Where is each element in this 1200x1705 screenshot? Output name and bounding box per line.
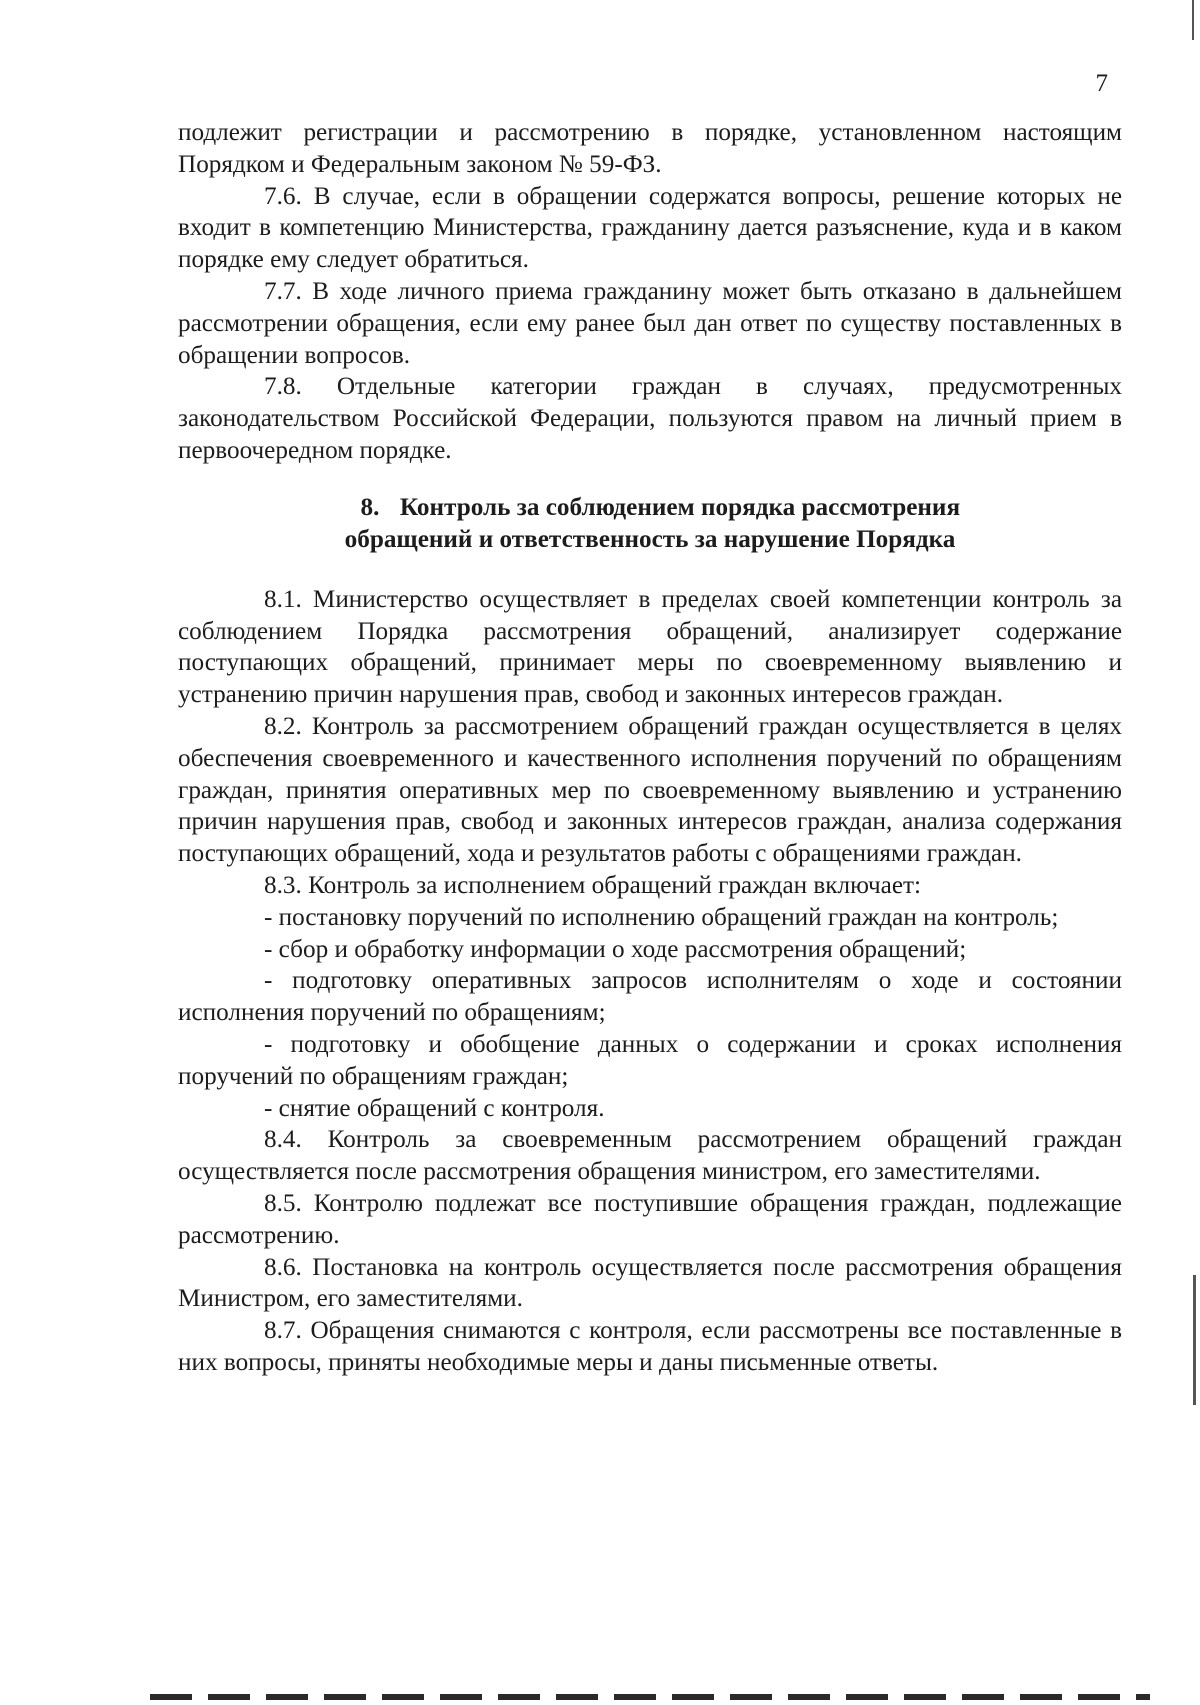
scan-edge-mark-middle (1193, 1275, 1196, 1405)
section-title-line-2: обращений и ответственность за нарушение Порядка (344, 525, 956, 553)
paragraph-8-3: 8.3. Контроль за исполнением обращений граждан включает: (264, 871, 922, 899)
section-heading (178, 492, 1122, 556)
section-number: 8. (360, 493, 380, 521)
paragraph-7-8: 7.8. Отдельные категории граждан в случаях, предусмотренных законодательством Российской Федерации, пользуются правом на личный прием в первоочередном порядке. (178, 373, 1122, 464)
scan-edge-mark-top (1192, 0, 1194, 40)
paragraph-8-7: 8.7. Обращения снимаются с контроля, если рассмотрены все поставленные в них вопросы, приняты необходимые меры и даны письменные ответы. (178, 1317, 1122, 1376)
list-item-8-3-e: - снятие обращений с контроля. (264, 1094, 605, 1122)
section-title-line-1: Контроль за соблюдением порядка рассмотрения (399, 493, 961, 521)
section-heading-line-1 (178, 492, 1122, 524)
page-number: 7 (1095, 70, 1108, 97)
paragraph-8-6: 8.6. Постановка на контроль осуществляется после рассмотрения обращения Министром, его заместителями. (178, 1253, 1122, 1313)
document-body (178, 117, 1122, 1379)
paragraph-8-1: 8.1. Министерство осуществляет в пределах своей компетенции контроль за соблюдением Порядка рассмотрения обращений, анализирует содержание поступающих обращений, принимает меры по своевременному выявлению и устранению причин нарушения прав, свобод и законных интересов граждан. (178, 585, 1122, 709)
list-item-8-3-b: - сбор и обработку информации о ходе рассмотрения обращений; (264, 935, 967, 963)
list-item-8-3-a: - постановку поручений по исполнению обращений граждан на контроль; (264, 903, 1059, 931)
paragraph-8-2: 8.2. Контроль за рассмотрением обращений граждан осуществляется в целях обеспечения своевременного и качественного исполнения поручений по обращениям граждан, принятия оперативных мер по своевременному выявлению и устранению причин нарушения прав, свобод и законных интересов граждан, анализа содержания поступающих обращений, хода и результатов работы с обращениями граждан. (178, 712, 1122, 868)
paragraph-8-5: 8.5. Контролю подлежат все поступившие обращения граждан, подлежащие рассмотрению. (178, 1189, 1122, 1249)
list-item-8-3-d: - подготовку и обобщение данных о содержании и сроках исполнения поручений по обращениям граждан; (178, 1030, 1122, 1090)
paragraph-7-7: 7.7. В ходе личного приема гражданину может быть отказано в дальнейшем рассмотрении обращения, если ему ранее был дан ответ по существу поставленных в обращении вопросов. (178, 277, 1122, 369)
scan-bottom-dashes (150, 1694, 1150, 1700)
paragraph-7-6: 7.6. В случае, если в обращении содержатся вопросы, решение которых не входит в компетенцию Министерства, гражданину дается разъяснение, куда и в каком порядке ему следует обратиться. (178, 182, 1122, 274)
paragraph-8-4: 8.4. Контроль за своевременным рассмотрением обращений граждан осуществляется после рассмотрения обращения министром, его заместителями. (178, 1126, 1122, 1186)
list-item-8-3-c: - подготовку оперативных запросов исполнителям о ходе и состоянии исполнения поручений по обращениям; (178, 967, 1122, 1027)
paragraph-continuation: подлежит регистрации и рассмотрению в порядке, установленном настоящим Порядком и Федеральным законом № 59-ФЗ. (178, 119, 1122, 178)
